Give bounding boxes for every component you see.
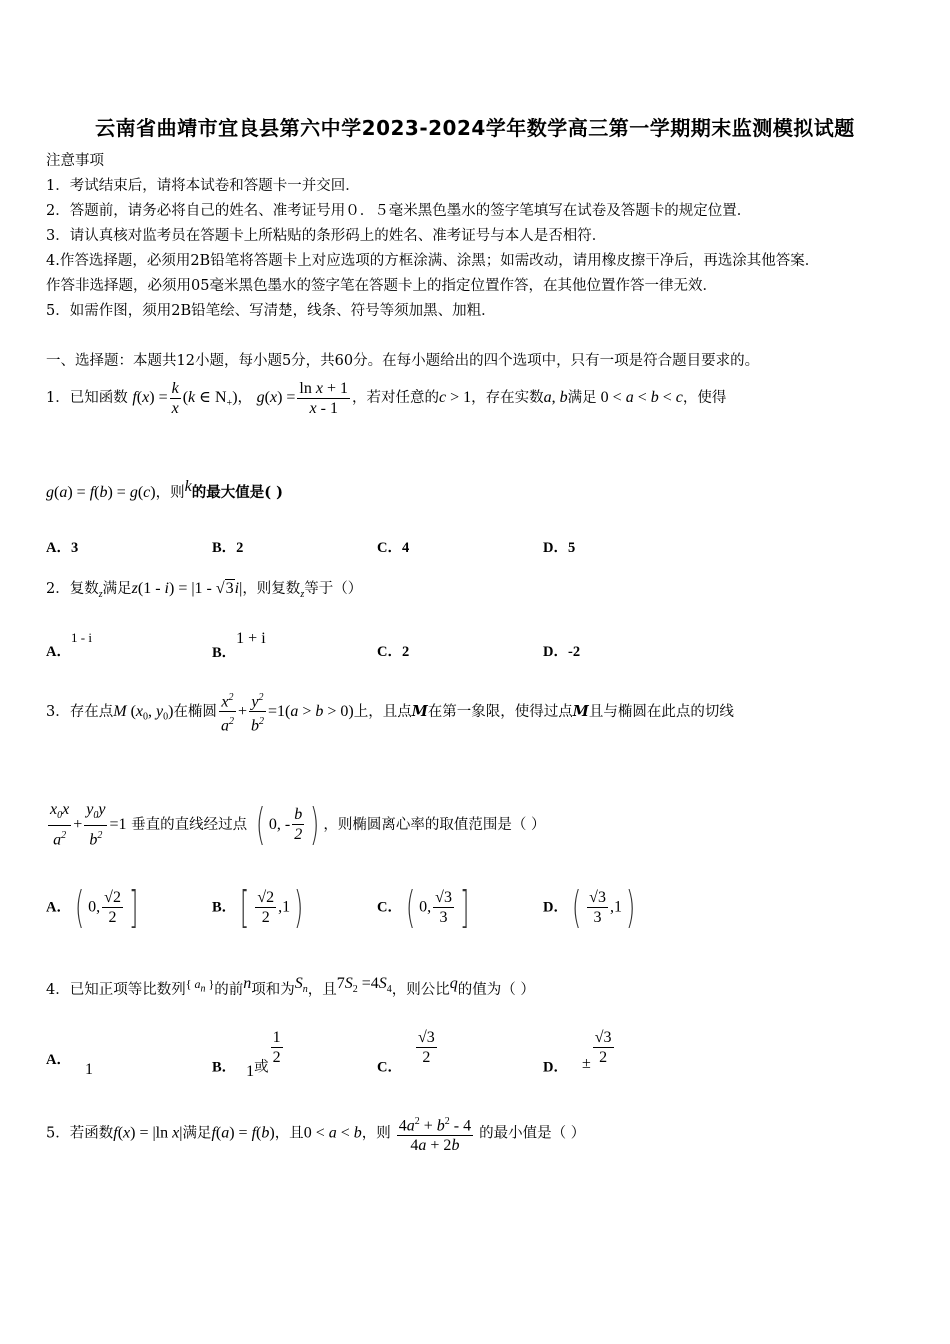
- notice-item-2: 2．答题前，请务必将自己的姓名、准考证号用０．５毫米黑色墨水的签字笔填写在试卷及答题卡的规定位置．: [46, 203, 752, 219]
- q4-option-a[interactable]: A．1: [46, 1052, 93, 1078]
- section-heading: 一、选择题：本题共12小题，每小题5分，共60分。在每小题给出的四个选项中，只有一项是符合题目要求的。: [46, 353, 760, 369]
- notice-heading: 注意事项: [46, 153, 104, 169]
- q3-option-c[interactable]: C．( 0, $\frac{√3}{3}$ ]: [377, 882, 470, 933]
- q4-option-c[interactable]: C． $\frac{√3}{2}$: [377, 1029, 435, 1076]
- q3-option-a[interactable]: A．( 0, $\frac{√2}{2}$ ]: [46, 882, 139, 933]
- question-3-line-2: $\frac{x_0x}{a^2}$ + $\frac{y_0y}{b^2}$ =1 垂直的直线经过点 ( 0, - $\frac{b}{2}$ ) ，则椭圆离心率的取值范围是（ ）: [50, 798, 546, 850]
- page-title: 云南省曲靖市宜良县第六中学2023-2024学年数学高三第一学期期末监测模拟试题: [95, 116, 855, 140]
- q2-option-c[interactable]: C．2: [377, 644, 410, 660]
- question-2: 2．复数$_z$满足z(1 - i) = |1 - √3i|，则复数$_z$等于（）: [46, 580, 363, 600]
- notice-item-5: 作答非选择题，必须用05毫米黑色墨水的签字笔在答题卡上的指定位置作答，在其他位置作答一律无效．: [46, 278, 717, 294]
- question-5: 5．若函数f(x) = |ln x|满足f(a) = f(b)，且0 < a < b，则 $\frac{4a^2 + b^2 - 4}{4a + 2b}$ 的最小值是（ ）: [46, 1112, 585, 1155]
- q1-option-c[interactable]: C．4: [377, 540, 410, 556]
- q2-option-b[interactable]: B．1 + i: [212, 630, 266, 661]
- notice-item-4: 4.作答选择题，必须用2B铅笔将答题卡上对应选项的方框涂满、涂黑；如需改动，请用橡皮擦干净后，再选涂其他答案．: [46, 253, 820, 269]
- q4-option-d[interactable]: D． ± $\frac{√3}{2}$: [543, 1029, 612, 1076]
- q1-option-d[interactable]: D．5: [543, 540, 576, 556]
- formula-g: $\frac{\text{ln x + 1}}{x - 1}$: [299, 379, 349, 417]
- q2-option-d[interactable]: D．-2: [543, 644, 581, 660]
- notice-item-3: 3．请认真核对监考员在答题卡上所粘贴的条形码上的姓名、准考证号与本人是否相符．: [46, 228, 607, 244]
- notice-item-6: 5．如需作图，须用2B铅笔绘、写清楚，线条、符号等须加黑、加粗．: [46, 303, 496, 319]
- question-4: 4．已知正项等比数列$^{\{ a_n \}}$的前n项和为$S_n$，且$7S_2 =4S_4$，则公比q的值为（ ）: [46, 975, 535, 998]
- question-1-line-1: 1．已知函数 f(x) = $\frac{k}{x}$ (k ∈ $N_+$)， g(x) = $\frac{\text{ln x + 1}}{x - 1}$ ，若对任意的c > 1，存在实数a, b满足 0 < a < b < c，使得: [46, 379, 727, 417]
- q4-option-b[interactable]: B． 1或 $\frac{1}{2}$: [212, 1029, 281, 1080]
- q2-option-a[interactable]: A．1 - i: [46, 630, 92, 660]
- question-3-line-1: 3．存在点M ($x_0$, $y_0$)在椭圆 $\frac{x^2}{a^2}$ + $\frac{y^2}{b^2}$ =1(a > b > 0)上，且点M在第一象限，使得过点M且与椭圆在此点的切线: [46, 688, 734, 738]
- question-1-line-2: g(a) = f(b) = g(c)，则k的最大值是( ): [46, 478, 283, 501]
- q1-option-b[interactable]: B．2: [212, 540, 244, 556]
- notice-item-1: 1．考试结束后，请将本试卷和答题卡一并交回．: [46, 178, 360, 194]
- q3-option-b[interactable]: B．[ $\frac{√2}{2}$ ,1): [212, 882, 304, 933]
- q3-option-d[interactable]: D．( $\frac{√3}{3}$ ,1): [543, 882, 636, 933]
- q1-option-a[interactable]: A．3: [46, 540, 79, 556]
- formula-f: f: [132, 389, 137, 406]
